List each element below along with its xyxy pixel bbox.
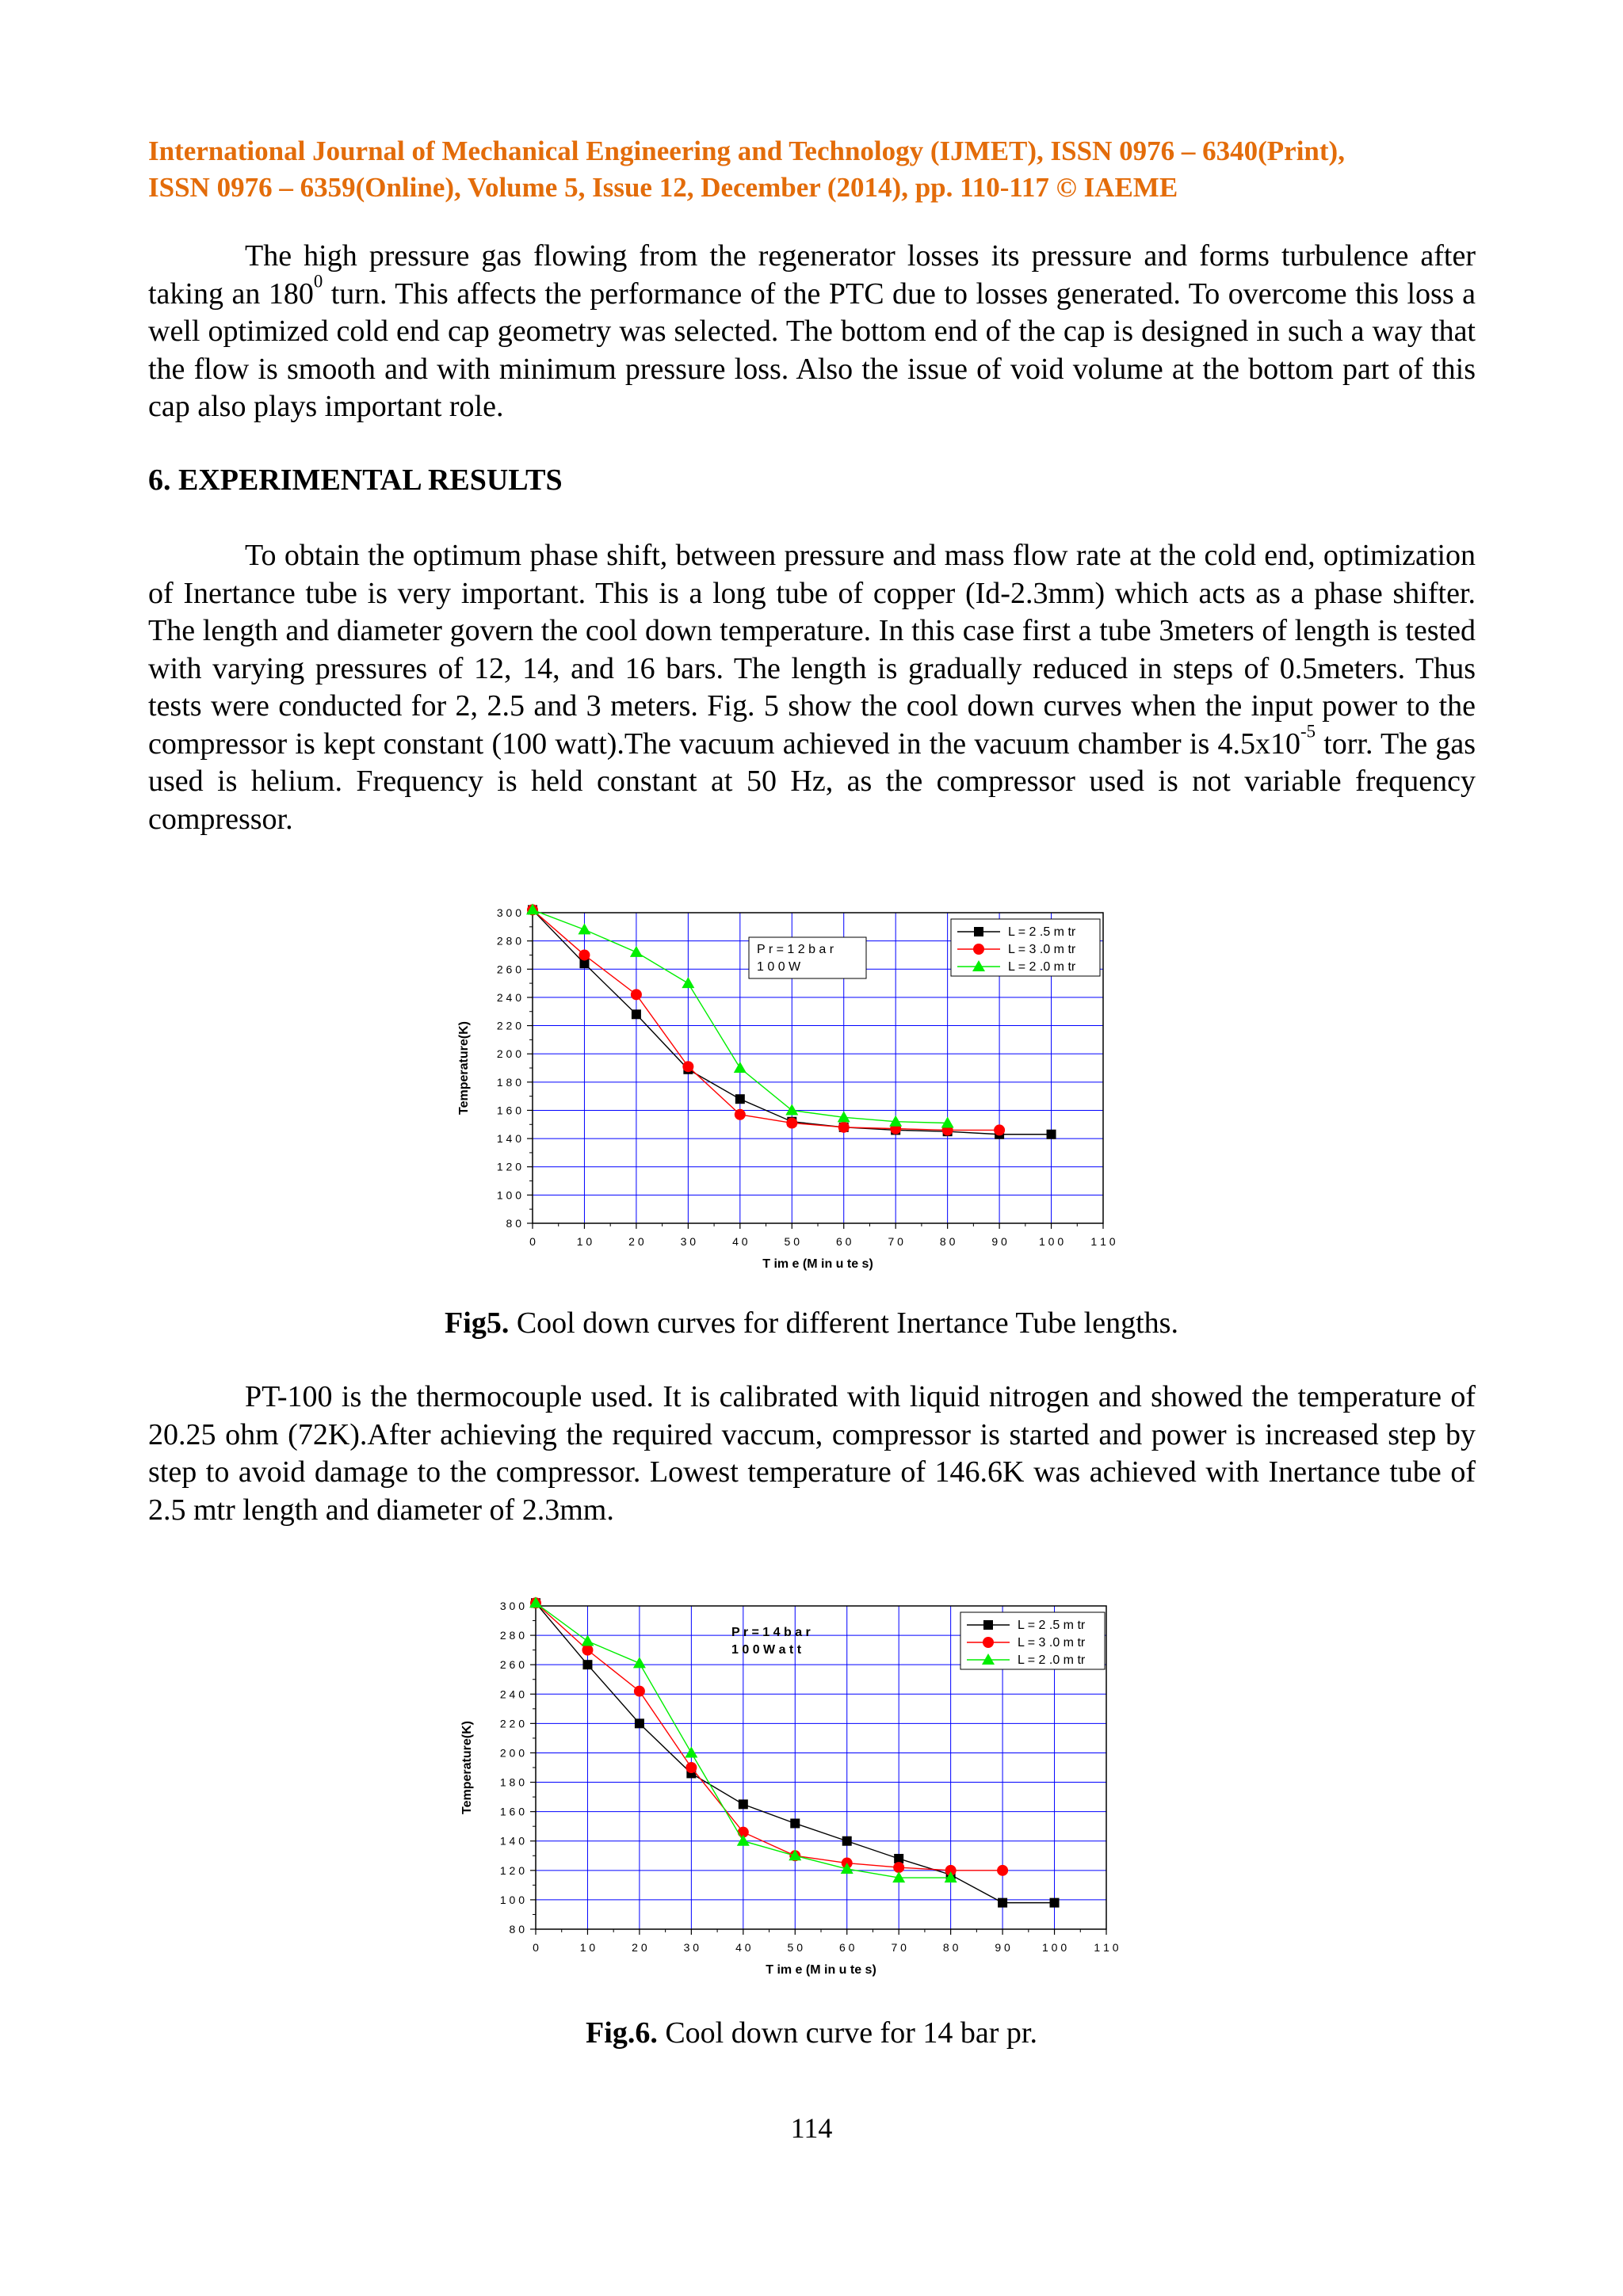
fig5-caption-label: Fig5. bbox=[445, 1306, 510, 1340]
fig5-xtick-label: 7 0 bbox=[888, 1235, 903, 1248]
fig6-xtick-label: 1 0 bbox=[579, 1941, 596, 1954]
fig6-ytick-label: 2 6 0 bbox=[499, 1658, 525, 1672]
fig5-xtick-label: 9 0 bbox=[991, 1235, 1007, 1248]
fig6-legend-marker bbox=[983, 1620, 993, 1630]
fig5-xtick-label: 4 0 bbox=[732, 1235, 748, 1248]
fig6-ytick-label: 1 4 0 bbox=[499, 1834, 525, 1848]
paragraph-regenerator-a: The high pressure gas flowing from the regenerator losses its pressure and forms turbulence after taking an 180 bbox=[148, 239, 1476, 311]
paragraph-experimental bbox=[148, 537, 1476, 838]
fig6-ytick-label: 2 2 0 bbox=[499, 1717, 525, 1730]
fig6-point-s1 bbox=[998, 1898, 1007, 1908]
fig6-legend-label: L = 3 .0 m tr bbox=[1018, 1636, 1086, 1650]
fig6-point-s1 bbox=[582, 1660, 592, 1669]
fig6-caption-text: Cool down curve for 14 bar pr. bbox=[657, 2016, 1037, 2050]
journal-header bbox=[148, 133, 1476, 206]
fig5-xtick-label: 3 0 bbox=[680, 1235, 697, 1248]
fig6-ylabel: Temperature(K) bbox=[460, 1721, 474, 1814]
fig5-ylabel: Temperature(K) bbox=[457, 1021, 471, 1115]
fig5-ytick-label: 3 0 0 bbox=[496, 906, 521, 919]
fig6-point-s2 bbox=[685, 1762, 697, 1773]
fig6-point-s1 bbox=[790, 1818, 800, 1828]
fig6-point-s2 bbox=[634, 1686, 645, 1697]
fig6-point-s1 bbox=[739, 1799, 748, 1809]
fig6-ytick-label: 1 2 0 bbox=[499, 1863, 525, 1877]
fig5-legend-marker bbox=[974, 927, 983, 936]
fig6-caption-label: Fig.6. bbox=[586, 2016, 658, 2050]
paragraph-thermocouple bbox=[148, 1379, 1476, 1529]
journal-header-line2: ISSN 0976 – 6359(Online), Volume 5, Issue 12, December (2014), pp. 110-117 © IAEME bbox=[148, 172, 1178, 203]
fig5-point-s1 bbox=[632, 1009, 641, 1019]
fig6-ytick-label: 1 6 0 bbox=[499, 1805, 525, 1818]
fig5-xlabel: T im e (M in u te s) bbox=[762, 1257, 873, 1271]
fig5-xtick-label: 2 0 bbox=[628, 1235, 644, 1248]
fig6-annotation-line: P r = 1 4 b a r bbox=[731, 1626, 811, 1639]
fig6-xlabel: T im e (M in u te s) bbox=[766, 1963, 876, 1977]
fig6-xtick-label: 1 1 0 bbox=[1094, 1941, 1119, 1954]
fig6-ytick-label: 2 0 0 bbox=[499, 1746, 525, 1760]
fig5-legend-label: L = 2 .0 m tr bbox=[1008, 960, 1076, 974]
fig6-legend-marker bbox=[983, 1637, 994, 1648]
fig6-point-s2 bbox=[582, 1645, 593, 1656]
fig6-ytick-label: 3 0 0 bbox=[499, 1600, 525, 1612]
fig5-xtick-label: 1 0 0 bbox=[1038, 1235, 1064, 1248]
fig5-ytick-label: 2 0 0 bbox=[496, 1047, 521, 1061]
fig6-ytick-label: 2 4 0 bbox=[499, 1688, 525, 1701]
fig6-legend-label: L = 2 .0 m tr bbox=[1018, 1653, 1086, 1667]
fig5-ytick-label: 2 2 0 bbox=[496, 1019, 521, 1032]
fig6-annotation-line: 1 0 0 W a t t bbox=[731, 1643, 802, 1657]
paragraph-experimental-sup: -5 bbox=[1300, 720, 1316, 741]
fig5-point-s2 bbox=[994, 1124, 1005, 1135]
fig5-xtick-label: 6 0 bbox=[835, 1235, 852, 1248]
paragraph-regenerator bbox=[148, 238, 1476, 426]
fig5-ytick-label: 2 4 0 bbox=[496, 990, 521, 1004]
fig5-point-s2 bbox=[631, 989, 642, 1000]
fig6-xtick-label: 4 0 bbox=[735, 1941, 751, 1954]
paragraph-thermocouple-text: PT-100 is the thermocouple used. It is calibrated with liquid nitrogen and showed the temperature of 20.25 ohm (72K).After achieving the required vaccum, compressor is started and power is increased step by step to avoid damage to the compressor. Lowest temperature of 146.6K was achieved with Inertance tube of 2.5 mtr length and diameter of 2.3mm. bbox=[148, 1380, 1476, 1527]
fig5-annotation-line: P r = 1 2 b a r bbox=[757, 943, 834, 956]
fig5-ytick-label: 2 6 0 bbox=[496, 963, 521, 976]
fig5-legend-label: L = 3 .0 m tr bbox=[1008, 943, 1076, 956]
fig5-ytick-label: 2 8 0 bbox=[496, 934, 521, 948]
page-number: 114 bbox=[790, 2112, 833, 2144]
fig5-ytick-label: 1 6 0 bbox=[496, 1104, 521, 1117]
fig5-caption bbox=[0, 1305, 1623, 1341]
fig5-legend-label: L = 2 .5 m tr bbox=[1008, 925, 1076, 939]
fig6-ytick-label: 1 0 0 bbox=[499, 1893, 525, 1906]
fig6-point-s1 bbox=[1050, 1898, 1060, 1908]
fig5-annotation-line: 1 0 0 W bbox=[757, 960, 801, 974]
fig5-xtick-label: 0 bbox=[529, 1235, 536, 1248]
fig6-xtick-label: 3 0 bbox=[683, 1941, 700, 1954]
fig6-xtick-label: 9 0 bbox=[995, 1941, 1010, 1954]
fig6-xtick-label: 1 0 0 bbox=[1041, 1941, 1067, 1954]
fig6-xtick-label: 8 0 bbox=[942, 1941, 959, 1954]
fig5-ytick-label: 1 8 0 bbox=[496, 1075, 521, 1089]
fig6-point-s2 bbox=[997, 1865, 1008, 1876]
fig5-ytick-label: 8 0 bbox=[506, 1217, 521, 1230]
fig5-point-s2 bbox=[682, 1061, 693, 1072]
fig6-caption bbox=[0, 2015, 1623, 2051]
fig5-point-s1 bbox=[735, 1094, 745, 1104]
paragraph-regenerator-sup: 0 bbox=[313, 270, 323, 291]
fig5-ytick-label: 1 2 0 bbox=[496, 1160, 521, 1173]
fig5-ytick-label: 1 4 0 bbox=[496, 1132, 521, 1146]
fig5-xtick-label: 1 0 bbox=[576, 1235, 593, 1248]
fig5-xtick-label: 8 0 bbox=[939, 1235, 956, 1248]
paragraph-experimental-a: To obtain the optimum phase shift, between pressure and mass flow rate at the cold end, optimization of Inertance tube is very important. This is a long tube of copper (Id-2.3mm) which acts as a phase shifter. The length and diameter govern the cool down temperature. In this case first a tube 3meters of length is tested with varying pressures of 12, 14, and 16 bars. The length is gradually reduced in steps of 0.5meters. Thus tests were conducted for 2, 2.5 and 3 meters. Fig. 5 show the cool down curves when the input power to the compressor is kept constant (100 watt).The vacuum achieved in the vacuum chamber is 4.5x10 bbox=[148, 539, 1476, 761]
fig6-point-s2 bbox=[893, 1862, 904, 1873]
fig6-legend-label: L = 2 .5 m tr bbox=[1018, 1619, 1086, 1632]
journal-header-line1: International Journal of Mechanical Engineering and Technology (IJMET), ISSN 0976 – 6340(Print), bbox=[148, 135, 1345, 166]
fig6-ytick-label: 1 8 0 bbox=[499, 1775, 525, 1789]
fig6-xtick-label: 7 0 bbox=[891, 1941, 907, 1954]
paragraph-experimental-b: torr. The gas used is helium. Frequency is held constant at 50 Hz, as the compressor used is not variable frequency compressor. bbox=[148, 727, 1476, 836]
fig6-ytick-label: 8 0 bbox=[509, 1923, 525, 1936]
section-title: 6. EXPERIMENTAL RESULTS bbox=[148, 463, 563, 497]
fig6-xtick-label: 6 0 bbox=[838, 1941, 855, 1954]
fig6-xtick-label: 0 bbox=[533, 1941, 539, 1954]
fig5-chart bbox=[444, 894, 1189, 1274]
fig5-point-s2 bbox=[838, 1122, 850, 1133]
fig6-xtick-label: 2 0 bbox=[632, 1941, 647, 1954]
fig5-xtick-label: 1 1 0 bbox=[1090, 1235, 1116, 1248]
fig5-point-s2 bbox=[579, 949, 590, 960]
fig5-xtick-label: 5 0 bbox=[784, 1235, 800, 1248]
fig6-point-s1 bbox=[635, 1718, 644, 1728]
fig6-chart bbox=[444, 1589, 1189, 1985]
fig5-point-s2 bbox=[786, 1117, 797, 1128]
paragraph-regenerator-b: turn. This affects the performance of the PTC due to losses generated. To overcome this loss a well optimized cold end cap geometry was selected. The bottom end of the cap is designed in such a way that the flow is smooth and with minimum pressure loss. Also the issue of void volume at the bottom part of this cap also plays important role. bbox=[148, 277, 1476, 423]
fig5-ytick-label: 1 0 0 bbox=[496, 1188, 521, 1202]
fig5-caption-text: Cool down curves for different Inertance Tube lengths. bbox=[509, 1306, 1178, 1340]
fig6-xtick-label: 5 0 bbox=[787, 1941, 804, 1954]
fig6-ytick-label: 2 8 0 bbox=[499, 1629, 525, 1642]
fig6-point-s1 bbox=[842, 1836, 852, 1846]
fig5-point-s2 bbox=[735, 1109, 746, 1120]
fig5-point-s1 bbox=[1047, 1130, 1056, 1139]
fig5-legend-marker bbox=[973, 944, 984, 955]
